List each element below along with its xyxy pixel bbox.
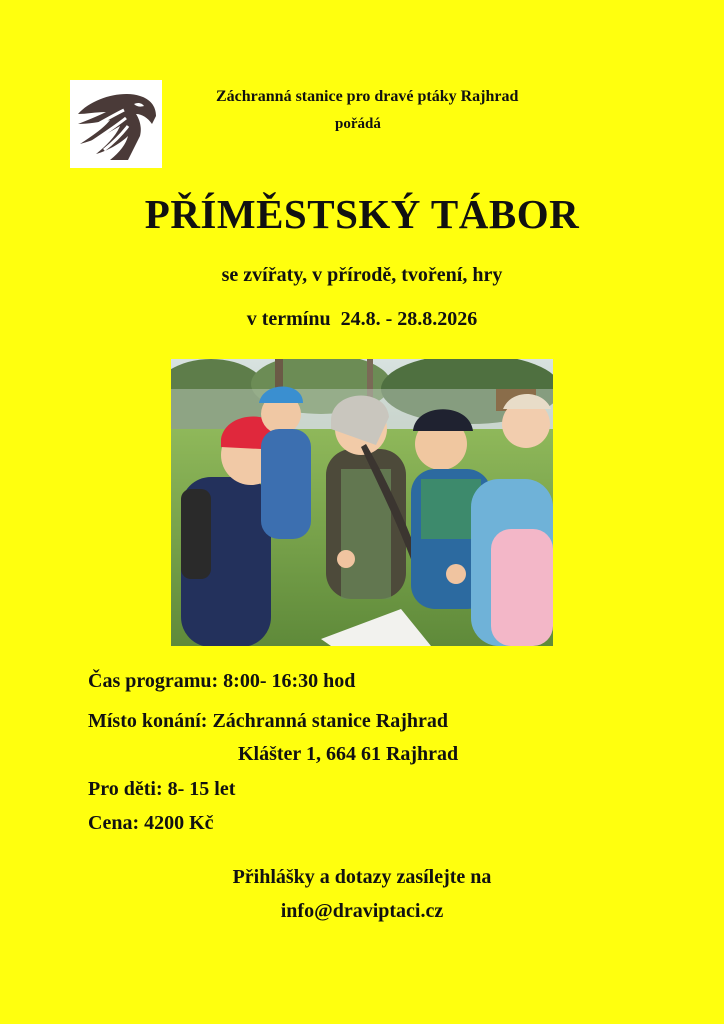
contact-email[interactable]: info@draviptaci.cz (280, 900, 444, 922)
price: Cena: 4200 Kč (88, 812, 214, 834)
contact-text: Přihlášky a dotazy zasílejte na (232, 866, 492, 888)
venue-line-2: Klášter 1, 664 61 Rajhrad (238, 743, 459, 765)
venue-line-1: Místo konání: Záchranná stanice Rajhrad (88, 710, 449, 732)
program-time: Čas programu: 8:00- 16:30 hod (88, 670, 356, 692)
children-photo (171, 359, 553, 646)
age-range: Pro děti: 8- 15 let (88, 778, 236, 800)
camp-dates: v termínu 24.8. - 28.8.2026 (246, 308, 478, 330)
presents-text: pořádá (335, 116, 381, 132)
page-title: PŘÍMĚSTSKÝ TÁBOR (144, 191, 580, 237)
organization-name: Záchranná stanice pro dravé ptáky Rajhrad (216, 88, 519, 105)
eagle-logo-icon (70, 80, 162, 168)
subtitle: se zvířaty, v přírodě, tvoření, hry (221, 264, 503, 286)
